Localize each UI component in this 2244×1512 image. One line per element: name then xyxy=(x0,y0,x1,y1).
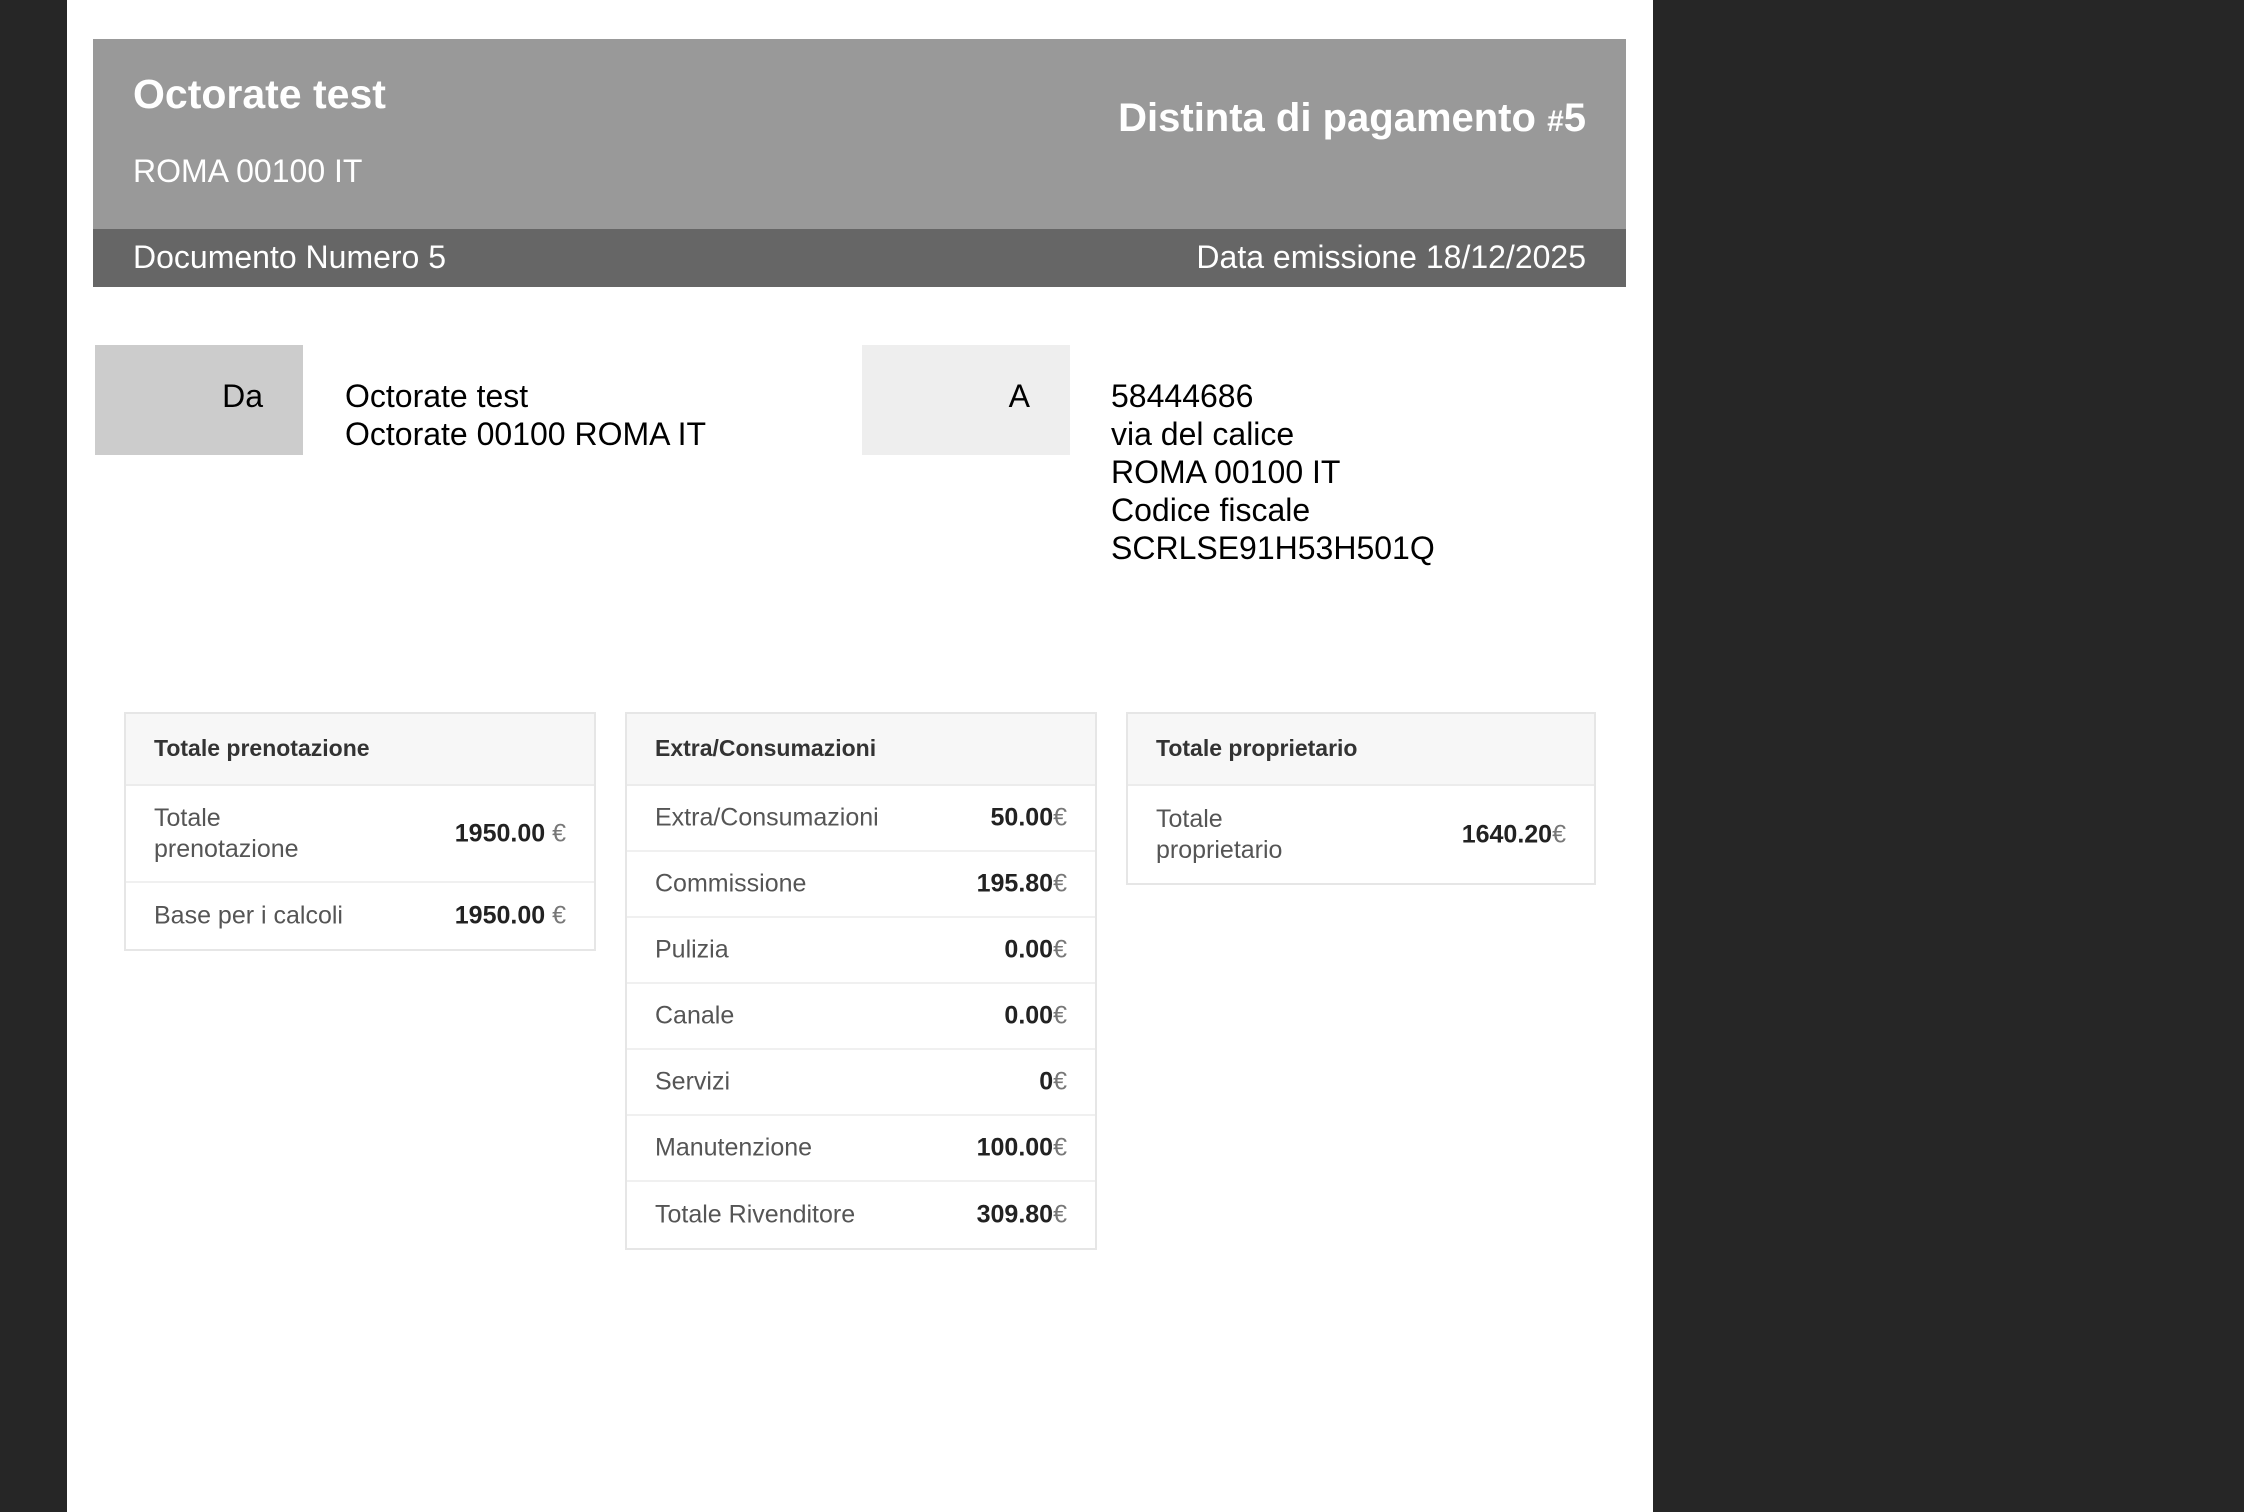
to-address xyxy=(1111,377,1435,567)
row-value: 50.00€ xyxy=(990,803,1067,832)
row-value: 0€ xyxy=(1039,1067,1067,1096)
to-label: A xyxy=(862,345,1070,455)
table-row xyxy=(627,1182,1095,1248)
row-label: Extra/Consumazioni xyxy=(655,803,879,832)
from-address xyxy=(345,377,706,453)
row-value: 309.80€ xyxy=(976,1200,1067,1229)
table-row xyxy=(126,883,594,949)
document-number: Documento Numero 5 xyxy=(133,239,447,275)
row-value: 1950.00 € xyxy=(454,901,566,930)
currency-symbol: € xyxy=(1053,1133,1067,1162)
currency-symbol: € xyxy=(1053,1200,1067,1229)
from-line: Octorate test xyxy=(345,378,529,414)
currency-symbol: € xyxy=(1053,935,1067,964)
to-line: ROMA 00100 IT xyxy=(1111,454,1341,490)
table-row xyxy=(627,984,1095,1050)
row-label: Servizi xyxy=(655,1067,731,1096)
card-title: Extra/Consumazioni xyxy=(627,714,1095,786)
row-label: Canale xyxy=(655,1001,735,1030)
currency-symbol: € xyxy=(1053,803,1067,832)
company-name: Octorate test xyxy=(133,71,386,117)
row-value: 195.80€ xyxy=(976,869,1067,898)
row-value: 1950.00 € xyxy=(454,819,566,847)
table-row xyxy=(627,918,1095,984)
currency-symbol: € xyxy=(1053,869,1067,898)
extras-card xyxy=(625,712,1097,1250)
card-title: Totale prenotazione xyxy=(126,714,594,786)
row-value: 0.00€ xyxy=(1004,935,1067,964)
table-row xyxy=(627,1116,1095,1182)
row-value: 0.00€ xyxy=(1004,1001,1067,1030)
row-label: Totale Rivenditore xyxy=(655,1200,856,1229)
issue-date: Data emissione 18/12/2025 xyxy=(1196,239,1586,275)
table-row xyxy=(126,786,594,883)
currency-symbol: € xyxy=(545,819,566,847)
table-row xyxy=(627,852,1095,918)
currency-symbol: € xyxy=(1053,1001,1067,1030)
to-line: 58444686 xyxy=(1111,378,1254,414)
company-address: ROMA 00100 IT xyxy=(133,153,363,189)
from-line: Octorate 00100 ROMA IT xyxy=(345,416,707,452)
row-label: Commissione xyxy=(655,869,807,898)
document-header xyxy=(93,39,1626,229)
document-number-big: 5 xyxy=(1563,96,1586,140)
row-label: Totale prenotazione xyxy=(154,803,299,863)
row-value: 1640.20€ xyxy=(1461,820,1566,848)
to-line: Codice fiscale xyxy=(1111,492,1311,528)
table-row xyxy=(1128,786,1594,883)
currency-symbol: € xyxy=(545,901,566,930)
document-title-text: Distinta di pagamento xyxy=(1118,96,1536,140)
owner-total-card xyxy=(1126,712,1596,885)
document-page xyxy=(67,0,1653,1512)
currency-symbol: € xyxy=(1053,1067,1067,1096)
row-value: 100.00€ xyxy=(976,1133,1067,1162)
row-label: Base per i calcoli xyxy=(154,901,343,930)
document-subheader xyxy=(93,229,1626,287)
row-label: Pulizia xyxy=(655,935,729,964)
to-line: via del calice xyxy=(1111,416,1295,452)
table-row xyxy=(627,786,1095,852)
to-line: SCRLSE91H53H501Q xyxy=(1111,530,1435,566)
document-hash: # xyxy=(1547,105,1564,138)
booking-total-card xyxy=(124,712,596,951)
from-label: Da xyxy=(95,345,303,455)
row-label: Totale proprietario xyxy=(1156,804,1283,864)
currency-symbol: € xyxy=(1552,820,1566,848)
table-row xyxy=(627,1050,1095,1116)
card-title: Totale proprietario xyxy=(1128,714,1594,786)
row-label: Manutenzione xyxy=(655,1133,813,1162)
document-title xyxy=(1118,96,1586,141)
